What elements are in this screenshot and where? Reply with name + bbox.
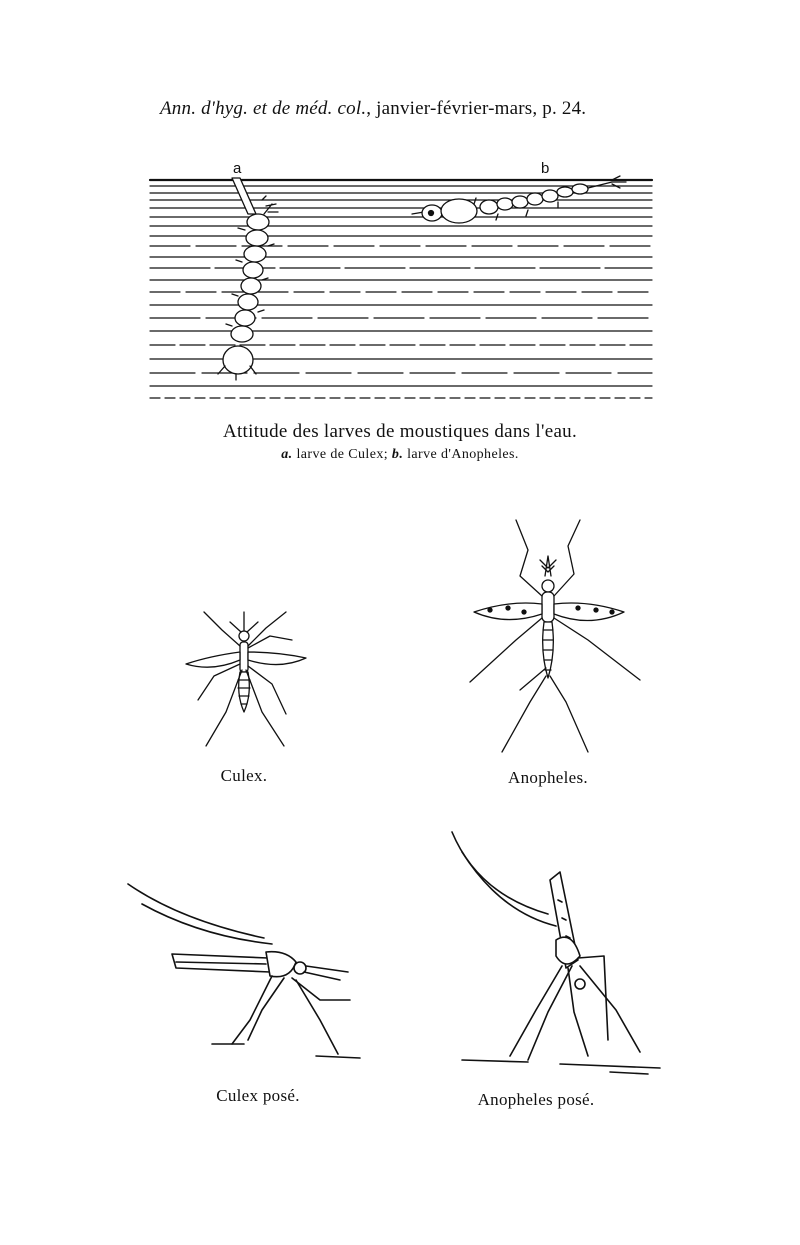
page-header: Ann. d'hyg. et de méd. col., janvier-février-mars, p. 24.: [160, 98, 587, 119]
larva-b-letter: b: [541, 160, 550, 177]
larva-a-letter: a: [233, 160, 242, 177]
journal-title: Ann. d'hyg. et de méd. col.: [160, 98, 367, 119]
subcaption-a-text: larve de Culex;: [296, 447, 389, 462]
issue-reference: janvier-février-mars, p. 24.: [376, 98, 587, 119]
anopheles-posed-illustration: [452, 832, 660, 1074]
culex-pose-label: Culex posé.: [216, 1086, 300, 1105]
subcaption-b-marker: b.: [391, 447, 404, 462]
anopheles-label: Anopheles.: [508, 768, 588, 787]
larvae-figure-caption: Attitude des larves de moustiques dans l'eau.: [222, 421, 578, 442]
culex-posed-illustration: [128, 884, 360, 1058]
subcaption-b-text: larve d'Anopheles.: [407, 447, 519, 462]
culex-adult-illustration: [186, 612, 306, 746]
culex-label: Culex.: [220, 766, 268, 785]
anopheles-adult-illustration: [470, 520, 640, 752]
subcaption-a-marker: a.: [281, 447, 293, 462]
anopheles-pose-label: Anopheles posé.: [477, 1090, 595, 1109]
larvae-figure-subcaption: [0, 447, 800, 463]
